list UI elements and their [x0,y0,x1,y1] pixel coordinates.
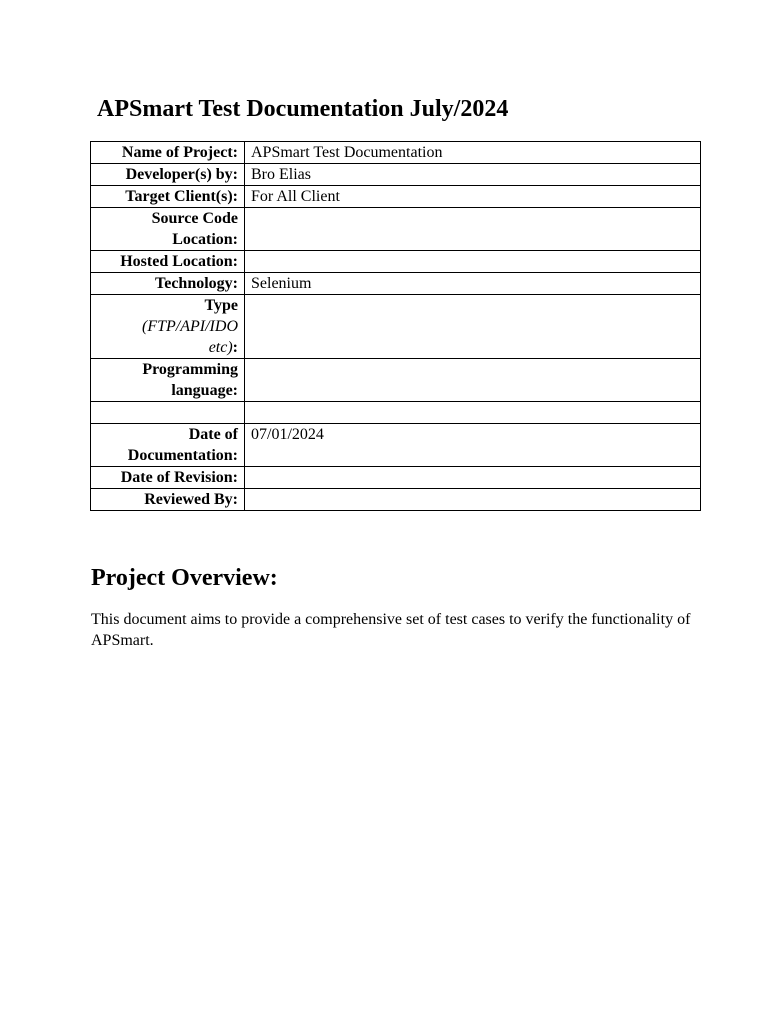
table-row [91,489,701,511]
label-line: Programming [142,361,238,378]
row-value-date-of-revision [245,467,701,489]
overview-heading: Project Overview: [91,565,278,591]
row-value-empty [245,402,701,424]
label-line: Type [204,297,238,314]
row-label-technology: Technology: [91,273,245,295]
table-row [91,251,701,273]
row-value-source-code-location [245,208,701,251]
overview-body: This document aims to provide a comprehensive set of test cases to verify the functionality of APSmart. [91,611,691,649]
label-line: Source Code [151,210,238,227]
project-info-table [90,141,701,511]
row-label-programming-language [91,359,245,402]
row-value-reviewed-by [245,489,701,511]
label-line: language: [171,382,238,399]
table-row [91,467,701,489]
table-row [91,359,701,402]
row-value-target-clients: For All Client [245,186,701,208]
row-value-developers: Bro Elias [245,164,701,186]
table-row [91,424,701,467]
row-value-name-of-project: APSmart Test Documentation [245,142,701,164]
row-label-hosted-location: Hosted Location: [91,251,245,273]
table-row [91,186,701,208]
table-row [91,164,701,186]
row-label-source-code-location [91,208,245,251]
label-line: Location: [172,231,238,248]
row-label-empty [91,402,245,424]
label-suffix: : [232,339,238,356]
row-label-type [91,295,245,359]
row-value-technology: Selenium [245,273,701,295]
row-value-type [245,295,701,359]
row-label-name-of-project: Name of Project: [91,142,245,164]
row-label-date-of-revision: Date of Revision: [91,467,245,489]
row-label-target-clients: Target Client(s): [91,186,245,208]
table-row [91,273,701,295]
row-value-date-of-documentation: 07/01/2024 [245,424,701,467]
document-title: APSmart Test Documentation July/2024 [97,96,509,122]
label-line: Date of [188,426,238,443]
row-value-programming-language [245,359,701,402]
table-row [91,402,701,424]
table-row [91,208,701,251]
label-line: Documentation: [127,447,238,464]
row-label-date-of-documentation [91,424,245,467]
row-label-developers: Developer(s) by: [91,164,245,186]
row-value-hosted-location [245,251,701,273]
row-label-reviewed-by: Reviewed By: [91,489,245,511]
table-row [91,142,701,164]
label-line-italic: (FTP/API/IDO [142,318,238,335]
table-row [91,295,701,359]
label-line-italic: etc) [208,339,233,356]
